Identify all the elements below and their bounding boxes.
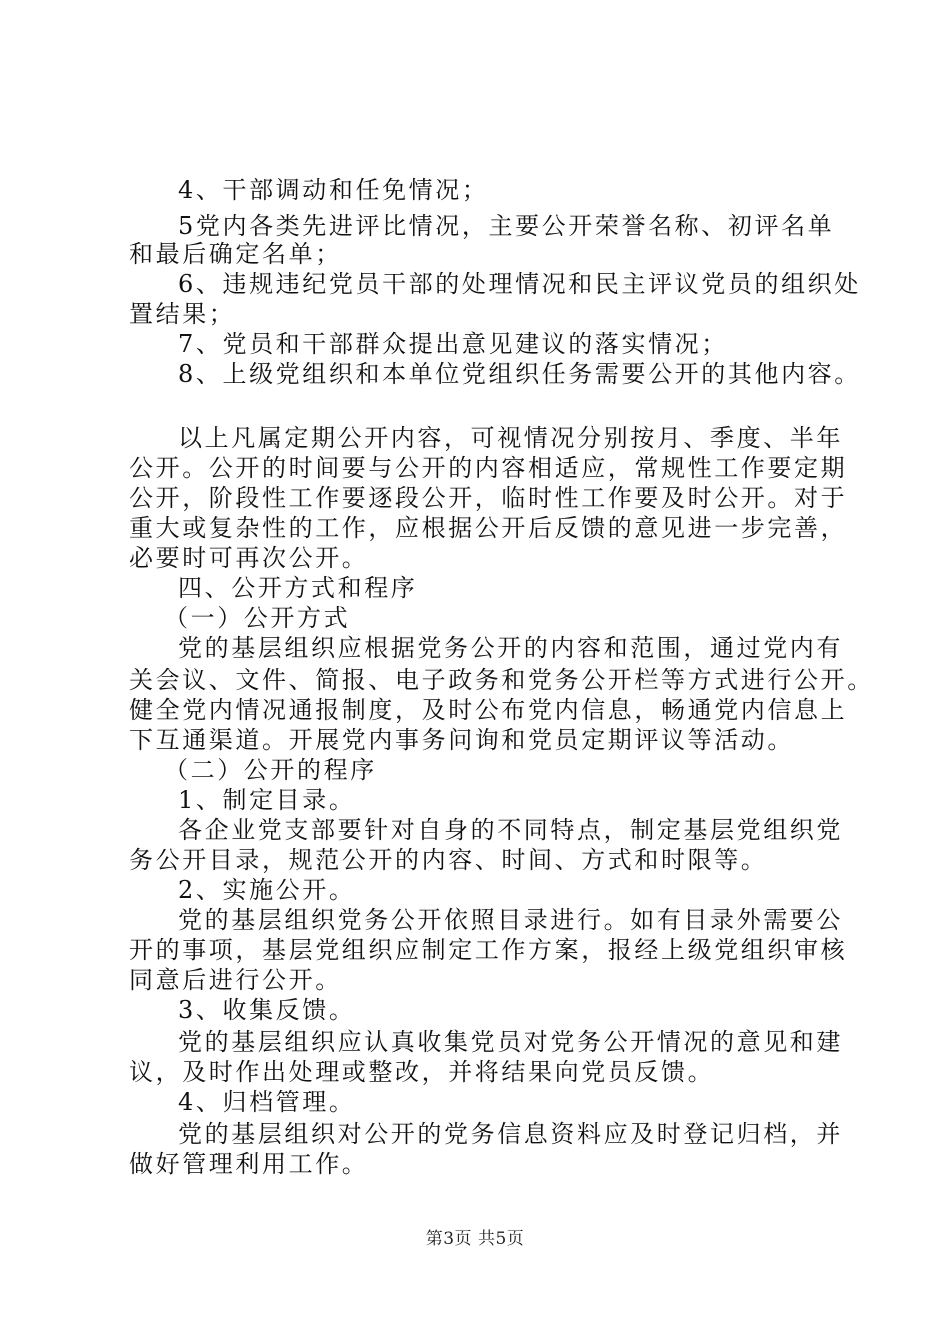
text-line: 做好管理利用工作。: [129, 1150, 369, 1178]
text-line: 健全党内情况通报制度，及时公布党内信息，畅通党内信息上: [129, 696, 848, 724]
text-line: 公开。公开的时间要与公开的内容相适应，常规性工作要定期: [129, 454, 848, 482]
text-line: 重大或复杂性的工作，应根据公开后反馈的意见进一步完善，: [129, 514, 848, 542]
text-line: 党的基层组织应认真收集党员对党务公开情况的意见和建: [178, 1028, 843, 1056]
page-number-footer: 第3页 共5页: [425, 1229, 525, 1249]
text-line: 7、党员和干部群众提出意见建议的落实情况；: [178, 330, 728, 358]
text-line: 1、制定目录。: [178, 786, 356, 814]
text-line: 置结果；: [129, 300, 236, 328]
text-line: 下互通渠道。开展党内事务问询和党员定期评议等活动。: [129, 726, 794, 754]
text-line: 必要时可再次公开。: [129, 544, 369, 572]
text-line: 6、违规违纪党员干部的处理情况和民主评议党员的组织处: [178, 270, 861, 298]
text-line: 和最后确定名单；: [129, 240, 342, 268]
text-line: 开的事项，基层党组织应制定工作方案，报经上级党组织审核: [129, 936, 848, 964]
section-heading: 四、公开方式和程序: [178, 574, 418, 602]
text-line: 2、实施公开。: [178, 876, 356, 904]
text-line: 党的基层组织应根据党务公开的内容和范围，通过党内有: [178, 634, 843, 662]
text-line: 以上凡属定期公开内容，可视情况分别按月、季度、半年: [178, 424, 843, 452]
text-line: 4、归档管理。: [178, 1088, 356, 1116]
subsection-heading: （二）公开的程序: [164, 756, 377, 784]
text-line: 党的基层组织对公开的党务信息资料应及时登记归档，并: [178, 1120, 843, 1148]
subsection-heading: （一）公开方式: [164, 604, 351, 632]
text-line: 4、干部调动和任免情况；: [178, 176, 489, 204]
text-line: 务公开目录，规范公开的内容、时间、方式和时限等。: [129, 846, 768, 874]
text-line: 同意后进行公开。: [129, 966, 342, 994]
text-line: 5党内各类先进评比情况，主要公开荣誉名称、初评名单: [178, 212, 835, 240]
text-line: 党的基层组织党务公开依照目录进行。如有目录外需要公: [178, 906, 843, 934]
text-line: 3、收集反馈。: [178, 996, 356, 1024]
text-line: 8、上级党组织和本单位党组织任务需要公开的其他内容。: [178, 360, 861, 388]
text-line: 各企业党支部要针对自身的不同特点，制定基层党组织党: [178, 816, 843, 844]
text-line: 公开，阶段性工作要逐段公开，临时性工作要及时公开。对于: [129, 484, 848, 512]
text-line: 议，及时作出处理或整改，并将结果向党员反馈。: [129, 1058, 715, 1086]
text-line: 关会议、文件、简报、电子政务和党务公开栏等方式进行公开。: [129, 666, 874, 694]
